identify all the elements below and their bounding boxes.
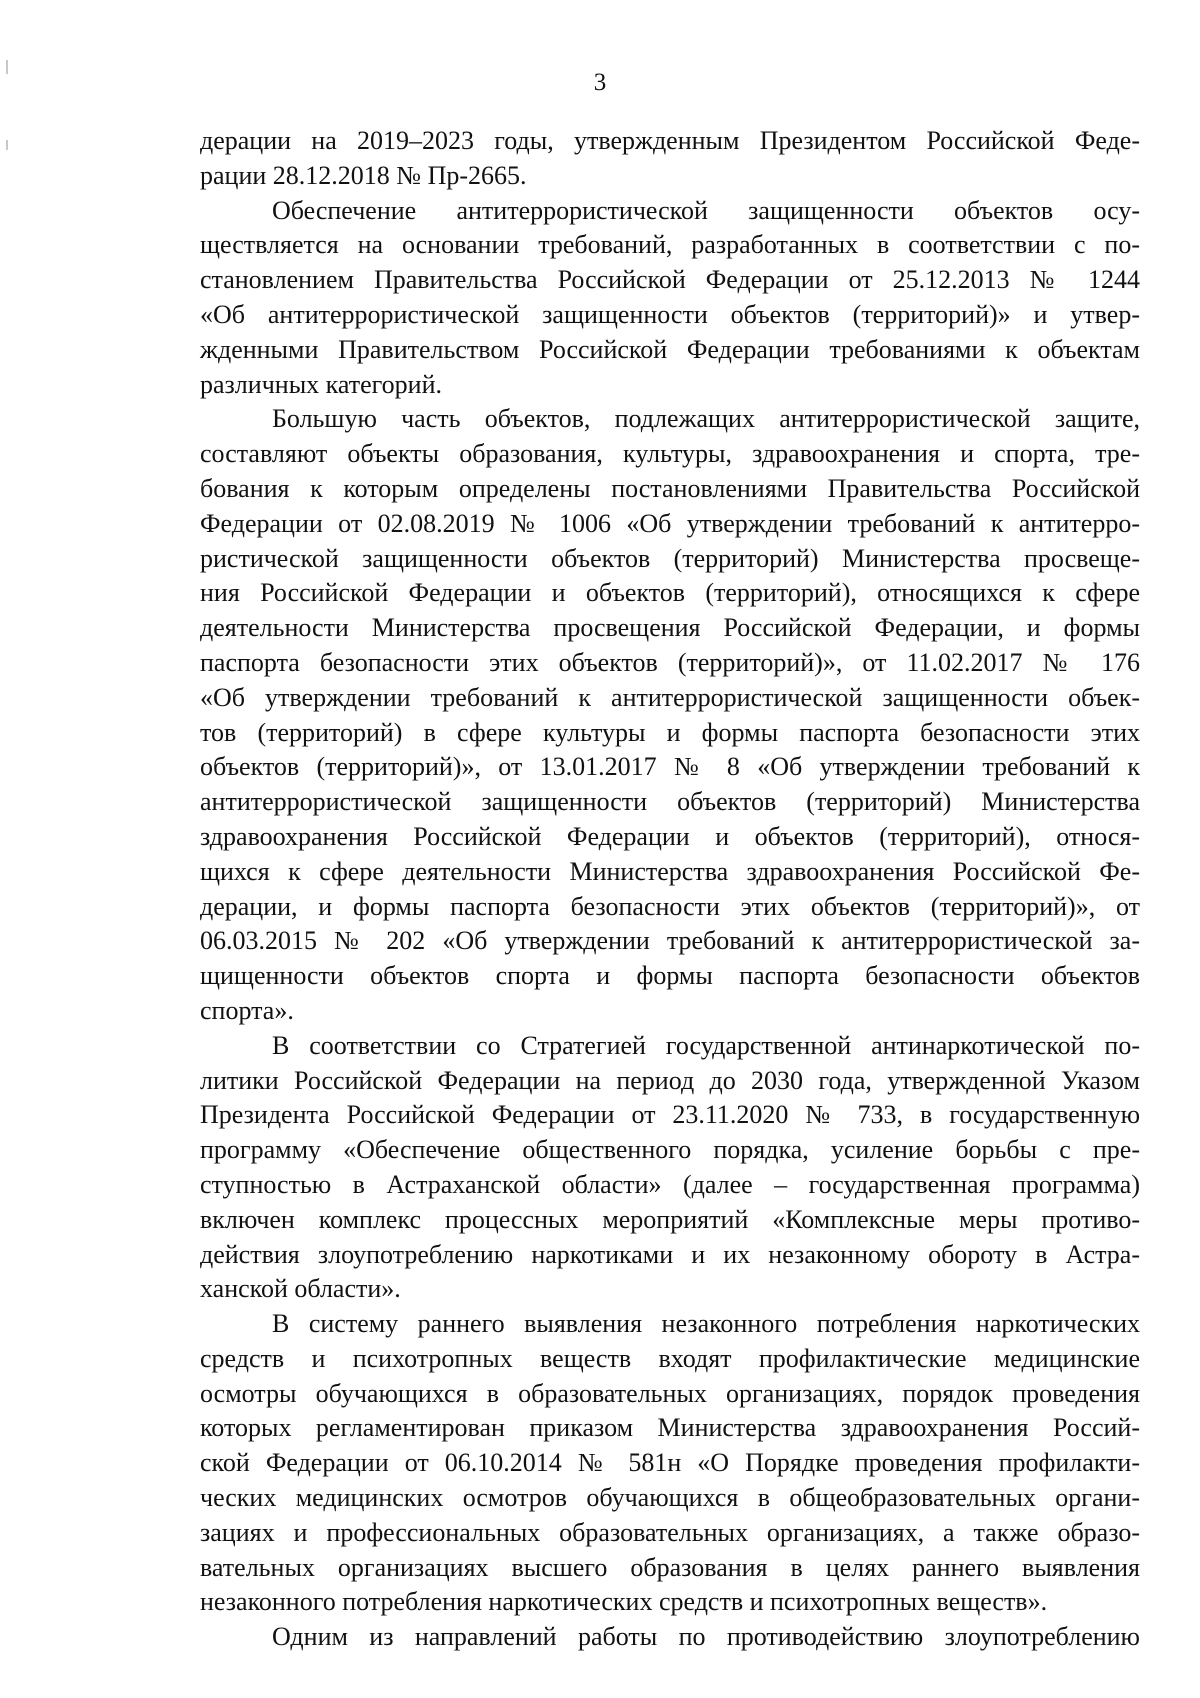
text-line: антитеррористической защищенности объектов (территорий) Министерства <box>200 787 1140 817</box>
paragraph <box>200 1307 1140 1620</box>
text-line: дерации на 2019–2023 годы, утвержденным Президентом Российской Феде- <box>200 126 1140 155</box>
text-line: ханской области». <box>200 1274 401 1304</box>
text-line: зациях и профессиональных образовательных организациях, а также образо- <box>200 1517 1140 1547</box>
text-line: здравоохранения Российской Федерации и объектов (территорий), относя- <box>200 821 1140 851</box>
text-line: «Об антитеррористической защищенности объектов (территорий)» и утвер- <box>200 299 1140 329</box>
text-line: вательных организациях высшего образования в целях раннего выявления <box>200 1552 1140 1582</box>
text-line: ществляется на основании требований, разработанных в соответствии с по- <box>200 230 1140 260</box>
text-line: Одним из направлений работы по противодействию злоупотреблению <box>272 1622 1140 1652</box>
scan-edge-mark <box>6 140 8 150</box>
document-body <box>200 124 1140 1655</box>
text-line: ской Федерации от 06.10.2014 № 581н «О Порядке проведения профилакти- <box>200 1448 1140 1478</box>
text-line: рации 28.12.2018 № Пр-2665. <box>200 160 527 190</box>
text-line: дерации, и формы паспорта безопасности этих объектов (территорий)», от <box>200 891 1140 921</box>
text-line: ступностью в Астраханской области» (далее – государственная программа) <box>200 1169 1140 1199</box>
text-line: включен комплекс процессных мероприятий «Комплексные меры противо- <box>200 1204 1140 1234</box>
text-line: ческих медицинских осмотров обучающихся в общеобразовательных органи- <box>200 1483 1140 1513</box>
text-line: паспорта безопасности этих объектов (территорий)», от 11.02.2017 № 176 <box>200 647 1140 677</box>
text-line: деятельности Министерства просвещения Российской Федерации, и формы <box>200 613 1140 643</box>
text-line: объектов (территорий)», от 13.01.2017 № 8 «Об утверждении требований к <box>200 752 1140 782</box>
text-line: Президента Российской Федерации от 23.11.2020 № 733, в государственную <box>200 1100 1140 1130</box>
text-line: жденными Правительством Российской Федерации требованиями к объектам <box>200 334 1140 364</box>
paragraph <box>200 1620 1140 1655</box>
text-line: действия злоупотреблению наркотиками и их незаконному обороту в Астра- <box>200 1239 1140 1269</box>
text-line: «Об утверждении требований к антитеррористической защищенности объек- <box>200 682 1140 712</box>
text-line: бования к которым определены постановлениями Правительства Российской <box>200 473 1140 503</box>
text-line: составляют объекты образования, культуры, здравоохранения и спорта, тре- <box>200 439 1140 469</box>
text-line: спорта». <box>200 995 294 1025</box>
text-line: программу «Обеспечение общественного порядка, усиление борьбы с пре- <box>200 1135 1140 1165</box>
text-line: ния Российской Федерации и объектов (территорий), относящихся к сфере <box>200 578 1140 608</box>
text-line: литики Российской Федерации на период до 2030 года, утвержденной Указом <box>200 1065 1140 1095</box>
text-line: незаконного потребления наркотических средств и психотропных веществ». <box>200 1587 1048 1617</box>
text-line: различных категорий. <box>200 369 443 399</box>
text-line: тов (территорий) в сфере культуры и формы паспорта безопасности этих <box>200 717 1140 747</box>
text-line: средств и психотропных веществ входят профилактические медицинские <box>200 1343 1140 1373</box>
paragraph <box>200 1029 1140 1307</box>
paragraph <box>200 194 1140 403</box>
text-line: ристической защищенности объектов (территорий) Министерства просвеще- <box>200 543 1140 573</box>
text-line: В соответствии со Стратегией государственной антинаркотической по- <box>272 1030 1140 1060</box>
text-line: В систему раннего выявления незаконного потребления наркотических <box>272 1309 1140 1339</box>
text-line: щихся к сфере деятельности Министерства здравоохранения Российской Фе- <box>200 856 1140 886</box>
text-line: Федерации от 02.08.2019 № 1006 «Об утверждении требований к антитерро- <box>200 508 1140 538</box>
text-line: осмотры обучающихся в образовательных организациях, порядок проведения <box>200 1378 1140 1408</box>
text-line: щищенности объектов спорта и формы паспорта безопасности объектов <box>200 961 1140 991</box>
page-number: 3 <box>593 69 607 96</box>
paragraph <box>200 402 1140 1028</box>
text-line: Обеспечение антитеррористической защищенности объектов осу- <box>272 195 1140 225</box>
paragraph <box>200 124 1140 194</box>
text-line: Большую часть объектов, подлежащих антитеррористической защите, <box>272 404 1140 434</box>
text-line: 06.03.2015 № 202 «Об утверждении требований к антитеррористической за- <box>200 926 1140 956</box>
text-line: которых регламентирован приказом Министерства здравоохранения Россий- <box>200 1413 1140 1443</box>
text-line: становлением Правительства Российской Федерации от 25.12.2013 № 1244 <box>200 265 1140 295</box>
